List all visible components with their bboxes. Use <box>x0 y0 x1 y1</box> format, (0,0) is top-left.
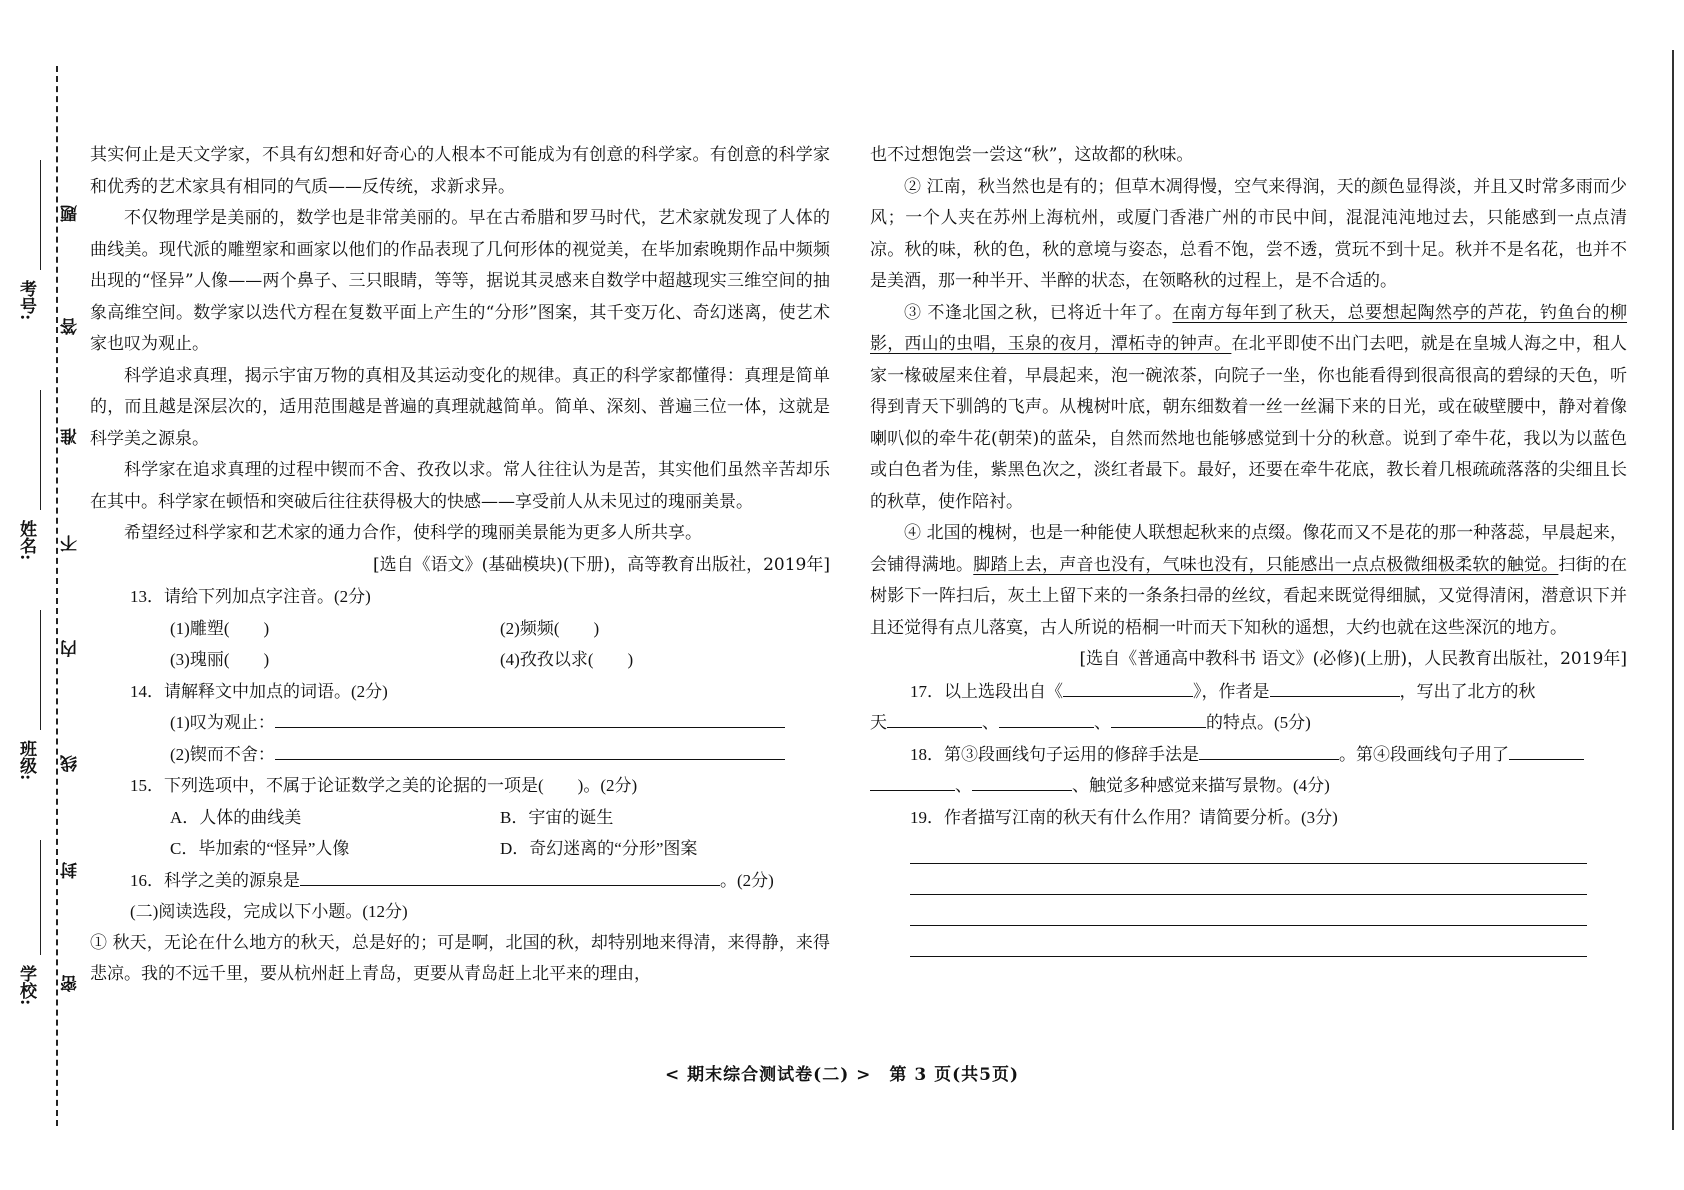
answer-line[interactable] <box>910 833 1587 864</box>
seal-char: 封 <box>61 862 81 879</box>
paragraph: 也不过想饱尝一尝这“秋”，这故都的秋味。 <box>870 145 1194 165</box>
binding-dashed-line <box>56 66 58 1126</box>
q17-score: 的特点。(5分) <box>1206 713 1311 732</box>
q15-options <box>90 833 830 865</box>
binding-margin <box>0 0 80 1190</box>
question-17-cont <box>870 707 1627 739</box>
paragraph: 不仅物理学是美丽的，数学也是非常美丽的。早在古希腊和罗马时代，艺术家就发现了人体的曲线美。现代派的雕塑家和画家以他们的作品表现了几何形体的视觉美，在毕加索晚期作品中频频出现的“怪异”人像——两个鼻子、三只眼睛，等等，据说其灵感来自数学中超越现实三维空间的抽象高维空间。数学家以迭代方程在复数平面上产生的“分形”图案，其千变万化、奇幻迷离，使艺术家也叹为观止。 <box>90 208 830 354</box>
q13-item[interactable]: (1)雕塑( ) <box>170 618 270 638</box>
text: 扫街的在树影下一阵扫后，灰土上留下来的一条条扫帚的丝纹，看起来既觉得细腻，又觉得清闲，潜意识下并且还觉得有点儿落寞，古人所说的梧桐一叶而天下知秋的遥想，大约也就在这些深沉的地方。 <box>870 554 1628 638</box>
paragraph: 科学家在追求真理的过程中锲而不舍、孜孜以求。常人往往认为是苦，其实他们虽然辛苦却乐在其中。科学家在顿悟和突破后往往获得极大的快感——享受前人从未见过的瑰丽美景。 <box>90 460 830 512</box>
paragraph <box>870 298 1627 519</box>
separator: 、 <box>982 713 999 732</box>
school-label: 学校: <box>16 965 36 1006</box>
q18-prompt: 18．第③段画线句子运用的修辞手法是 <box>910 744 1199 764</box>
answer-line[interactable] <box>999 709 1094 728</box>
q15-option-b[interactable]: B．宇宙的诞生 <box>500 807 614 827</box>
q14-label: (2)锲而不舍： <box>170 744 275 764</box>
answer-line[interactable] <box>910 864 1587 895</box>
text: ④ 北国的槐树，也是一种能使人联想起秋来的点缀。像花而又不是花的那一种落蕊，早晨起来，会铺得满地。 <box>870 523 1627 575</box>
q13-options <box>90 613 830 645</box>
q15-options <box>90 802 830 834</box>
paragraph: ① 秋天，无论在什么地方的秋天，总是好的；可是啊，北国的秋，却特别地来得清，来得静，来得悲凉。我的不远千里，要从杭州赶上青岛，更要从青岛赶上北平来的理由， <box>90 932 830 984</box>
q16-prompt: 16．科学之美的源泉是 <box>130 870 300 890</box>
q17-prompt: 》，作者是 <box>1193 681 1270 701</box>
q15-option-d[interactable]: D．奇幻迷离的“分形”图案 <box>500 839 698 858</box>
underlined-sentence: 脚踏上去，声音也没有，气味也没有，只能感出一点点极微细极柔软的触觉。 <box>973 554 1559 575</box>
answer-line[interactable] <box>275 709 785 728</box>
answer-line[interactable] <box>910 895 1587 926</box>
class-label: 班级: <box>16 740 36 781</box>
question-14: 14．请解释文中加点的词语。(2分) <box>130 681 388 701</box>
name-label: 姓名: <box>16 520 36 561</box>
name-field[interactable] <box>40 390 41 510</box>
right-column <box>870 140 1627 957</box>
answer-line[interactable] <box>910 926 1587 957</box>
text: 在北平即使不出门去吧，就是在皇城人海之中，租人家一椽破屋来住着，早晨起来，泡一碗浓茶，向院子一坐，你也能看得到很高很高的碧绿的天色，听得到青天下驯鸽的飞声。从槐树叶底，朝东细数着一丝一丝漏下来的日光，或在破壁腰中，静对着像喇叭似的牵牛花(朝荣)的蓝朵，自然而然地也能够感觉到十分的秋意。说到了牵牛花，我以为以蓝色或白色者为佳，紫黑色次之，淡红者最下。最好，还要在牵牛花底，教长着几根疏疏落落的尖细且长的秋草，使作陪衬。 <box>870 334 1628 512</box>
q17-prompt: ，写出了北方的秋 <box>1399 681 1536 701</box>
underlined-sentence: 在南方每年到了秋天，总要想起陶然亭的芦花，钓鱼台的柳影，西山的虫唱，玉泉的夜月，潭柘寺的钟声。 <box>870 302 1628 354</box>
paragraph: 科学追求真理，揭示宇宙万物的真相及其运动变化的规律。真正的科学家都懂得：真理是简单的，而且越是深层次的，适用范围越是普遍的真理就越简单。简单、深刻、普遍三位一体，这就是科学美之源泉。 <box>90 365 830 449</box>
answer-line[interactable] <box>1199 741 1339 760</box>
answer-line[interactable] <box>1509 741 1584 760</box>
question-18-cont <box>870 770 1627 802</box>
separator: 、 <box>1094 713 1111 732</box>
q13-item[interactable]: (4)孜孜以求( ) <box>500 650 634 669</box>
question-15: 15．下列选项中，不属于论证数学之美的论据的一项是( )。(2分) <box>130 776 638 795</box>
seal-char: 不 <box>61 535 81 552</box>
school-field[interactable] <box>40 840 41 955</box>
q15-option-a[interactable]: A．人体的曲线美 <box>170 807 302 827</box>
q18-score: 、触觉多种感觉来描写景物。(4分) <box>1072 776 1330 795</box>
q14-item <box>90 739 830 771</box>
left-column <box>90 140 830 991</box>
answer-line[interactable] <box>1111 709 1206 728</box>
seal-char: 准 <box>61 428 81 445</box>
answer-line[interactable] <box>870 772 955 791</box>
exam-number-label: 考号: <box>16 280 36 321</box>
source-citation: [选自《语文》(基础模块)(下册)，高等教育出版社，2019年] <box>372 554 830 575</box>
separator: 、 <box>955 776 972 795</box>
seal-char: 线 <box>61 755 81 772</box>
answer-line[interactable] <box>972 772 1072 791</box>
paragraph: ② 江南，秋当然也是有的；但草木凋得慢，空气来得润，天的颜色显得淡，并且又时常多雨而少风；一个人夹在苏州上海杭州，或厦门香港广州的市民中间，混混沌沌地过去，只能感到一点点清凉。秋的味，秋的色，秋的意境与姿态，总看不饱，尝不透，赏玩不到十足。秋并不是名花，也并不是美酒，那一种半开、半醉的状态，在领略秋的过程上，是不合适的。 <box>870 176 1627 291</box>
source-citation: [选自《普通高中教科书 语文》(必修)(上册)，人民教育出版社，2019年] <box>1079 649 1627 669</box>
answer-line[interactable] <box>887 709 982 728</box>
seal-char: 答 <box>61 318 81 335</box>
seal-char: 密 <box>61 975 81 992</box>
answer-line[interactable] <box>1270 678 1400 697</box>
answer-line[interactable] <box>300 867 720 886</box>
text: ③ 不逢北国之秋，已将近十年了。 <box>904 302 1173 323</box>
q17-prompt: 17．以上选段出自《 <box>910 681 1063 701</box>
q17-prompt: 天 <box>870 713 887 732</box>
class-field[interactable] <box>40 610 41 730</box>
q14-item <box>90 707 830 739</box>
paragraph: 其实何止是天文学家，不具有幻想和好奇心的人根本不可能成为有创意的科学家。有创意的科学家和优秀的艺术家具有相同的气质——反传统，求新求异。 <box>90 145 830 197</box>
answer-line[interactable] <box>275 741 785 760</box>
q16-score: 。(2分) <box>720 870 774 890</box>
q13-options <box>90 644 830 676</box>
q13-item[interactable]: (2)频频( ) <box>500 618 600 638</box>
q18-prompt: 。第④段画线句子用了 <box>1339 744 1509 764</box>
exam-number-field[interactable] <box>40 160 41 270</box>
page-edge <box>1672 50 1674 1130</box>
paragraph <box>870 518 1627 644</box>
question-16 <box>90 865 830 897</box>
q13-item[interactable]: (3)瑰丽( ) <box>170 650 270 669</box>
section-heading: (二)阅读选段，完成以下小题。(12分) <box>130 902 408 921</box>
question-13: 13．请给下列加点字注音。(2分) <box>130 587 371 606</box>
seal-char: 内 <box>61 640 81 657</box>
page-footer: < 期末综合测试卷(二) > 第 3 页(共5页) <box>665 1065 1019 1085</box>
answer-line[interactable] <box>1063 678 1193 697</box>
question-17 <box>870 676 1627 708</box>
q15-option-c[interactable]: C．毕加索的“怪异”人像 <box>170 839 350 858</box>
q14-label: (1)叹为观止： <box>170 713 275 732</box>
question-19: 19．作者描写江南的秋天有什么作用？请简要分析。(3分) <box>910 807 1338 827</box>
paragraph: 希望经过科学家和艺术家的通力合作，使科学的瑰丽美景能为更多人所共享。 <box>124 523 702 543</box>
question-18 <box>870 739 1627 771</box>
seal-char: 题 <box>61 205 81 222</box>
